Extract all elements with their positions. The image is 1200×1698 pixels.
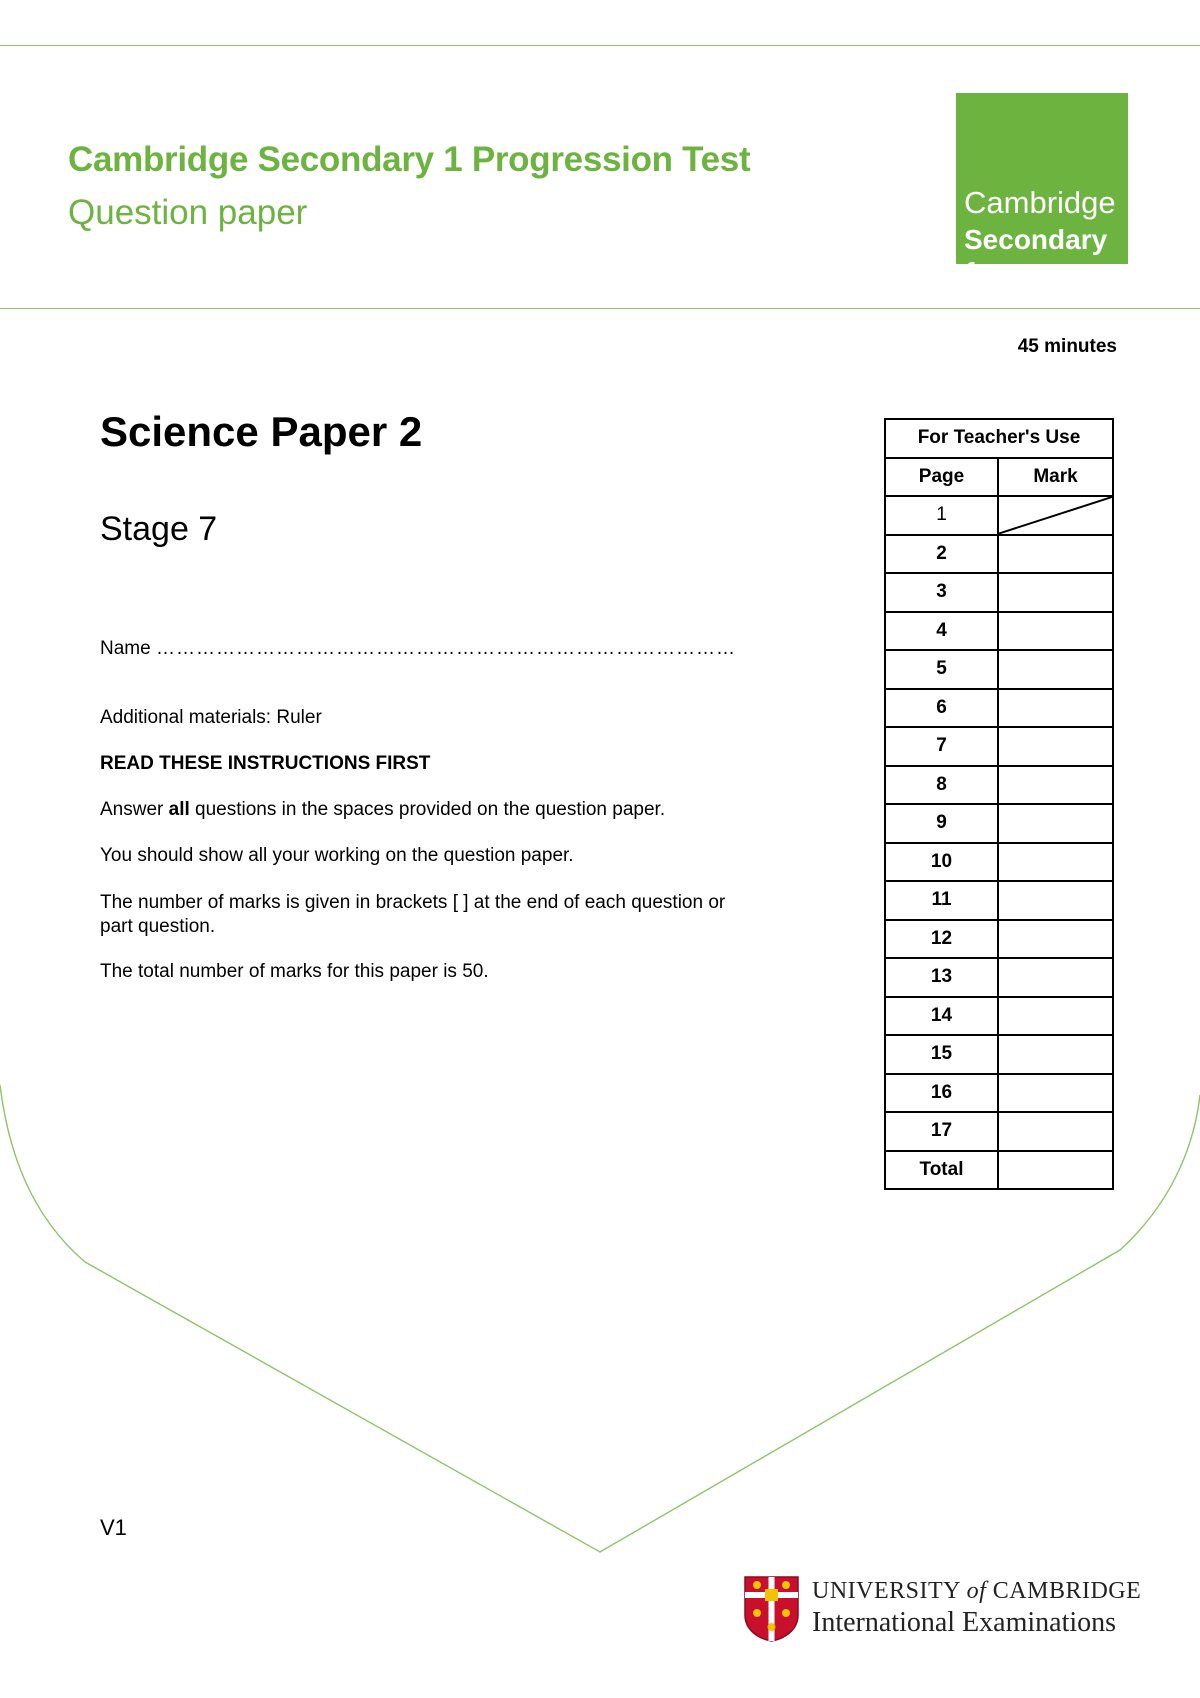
univ-word-of: of bbox=[966, 1578, 987, 1604]
mark-cell[interactable] bbox=[998, 920, 1113, 959]
stage: Stage 7 bbox=[100, 510, 218, 548]
mark-cell[interactable] bbox=[998, 535, 1113, 574]
diagonal-slash bbox=[999, 497, 1112, 534]
mark-cell[interactable] bbox=[998, 1074, 1113, 1113]
table-row bbox=[885, 1074, 1113, 1113]
table-row bbox=[885, 1035, 1113, 1074]
table-row bbox=[885, 997, 1113, 1036]
table-row bbox=[885, 727, 1113, 766]
mark-cell bbox=[998, 496, 1113, 535]
table-row bbox=[885, 804, 1113, 843]
table-row bbox=[885, 650, 1113, 689]
duration: 45 minutes bbox=[1017, 336, 1117, 357]
instruction-4: The total number of marks for this paper is 50. bbox=[100, 961, 489, 982]
page-number-cell: 1 bbox=[885, 496, 998, 535]
page-number-cell: 16 bbox=[885, 1074, 998, 1113]
table-row bbox=[885, 612, 1113, 651]
page-number-cell: 7 bbox=[885, 727, 998, 766]
brand-subtitle: Question paper bbox=[68, 193, 308, 232]
instruction-1 bbox=[100, 798, 665, 822]
instruction-2: You should show all your working on the question paper. bbox=[100, 845, 574, 866]
header-mark: Mark bbox=[998, 458, 1113, 497]
teachers-use-table bbox=[884, 418, 1114, 1190]
mark-cell[interactable] bbox=[998, 766, 1113, 805]
cambridge-crest-icon bbox=[743, 1575, 800, 1643]
univ-word-university: UNIVERSITY bbox=[812, 1578, 961, 1604]
logo-line-2: Secondary 1 bbox=[964, 224, 1108, 287]
marks-body bbox=[885, 496, 1113, 1189]
instruction-3: The number of marks is given in brackets [ ] at the end of each question or part question. bbox=[100, 892, 726, 937]
cambridge-secondary-logo bbox=[956, 93, 1128, 287]
university-line-2: International Examinations bbox=[812, 1607, 1117, 1638]
mark-cell[interactable] bbox=[998, 997, 1113, 1036]
top-rule bbox=[0, 45, 1200, 46]
mark-cell[interactable] bbox=[998, 650, 1113, 689]
table-row bbox=[885, 573, 1113, 612]
brand-title: Cambridge Secondary 1 Progression Test bbox=[68, 140, 751, 179]
mark-cell[interactable] bbox=[998, 573, 1113, 612]
header-page: Page bbox=[885, 458, 998, 497]
table-caption: For Teacher's Use bbox=[885, 419, 1113, 458]
instructions-heading: READ THESE INSTRUCTIONS FIRST bbox=[100, 753, 431, 774]
mark-cell[interactable] bbox=[998, 1035, 1113, 1074]
page-number-cell: 13 bbox=[885, 958, 998, 997]
page-number-cell: 6 bbox=[885, 689, 998, 728]
version: V1 bbox=[100, 1515, 127, 1540]
table-row bbox=[885, 535, 1113, 574]
name-line bbox=[100, 637, 736, 661]
page-number-cell: 4 bbox=[885, 612, 998, 651]
page-number-cell: 8 bbox=[885, 766, 998, 805]
table-row bbox=[885, 881, 1113, 920]
page-number-cell: 12 bbox=[885, 920, 998, 959]
instruction-1-pre: Answer bbox=[100, 799, 169, 820]
name-dots: …………………………………………………………………………… bbox=[155, 638, 736, 659]
page-number-cell: 2 bbox=[885, 535, 998, 574]
total-mark-cell[interactable] bbox=[998, 1151, 1113, 1190]
university-line-1 bbox=[812, 1578, 1141, 1605]
mark-cell[interactable] bbox=[998, 958, 1113, 997]
table-row bbox=[885, 920, 1113, 959]
mark-cell[interactable] bbox=[998, 804, 1113, 843]
page-number-cell: 11 bbox=[885, 881, 998, 920]
name-label: Name bbox=[100, 638, 151, 659]
table-row bbox=[885, 1112, 1113, 1151]
page-number-cell: 3 bbox=[885, 573, 998, 612]
header-rule bbox=[0, 308, 1200, 309]
page-number-cell: 15 bbox=[885, 1035, 998, 1074]
total-label: Total bbox=[885, 1151, 998, 1190]
page-number-cell: 14 bbox=[885, 997, 998, 1036]
mark-cell[interactable] bbox=[998, 727, 1113, 766]
table-row bbox=[885, 843, 1113, 882]
additional-materials: Additional materials: Ruler bbox=[100, 707, 322, 728]
mark-cell[interactable] bbox=[998, 1112, 1113, 1151]
table-row bbox=[885, 496, 1113, 535]
mark-cell[interactable] bbox=[998, 843, 1113, 882]
table-row bbox=[885, 766, 1113, 805]
total-row bbox=[885, 1151, 1113, 1190]
paper-title: Science Paper 2 bbox=[100, 408, 423, 455]
instruction-1-bold: all bbox=[168, 799, 190, 820]
page-number-cell: 17 bbox=[885, 1112, 998, 1151]
university-wordmark bbox=[812, 1578, 1141, 1639]
page-number-cell: 5 bbox=[885, 650, 998, 689]
table-row bbox=[885, 958, 1113, 997]
page-number-cell: 10 bbox=[885, 843, 998, 882]
univ-word-cambridge: CAMBRIDGE bbox=[992, 1578, 1142, 1604]
page-number-cell: 9 bbox=[885, 804, 998, 843]
mark-cell[interactable] bbox=[998, 612, 1113, 651]
mark-cell[interactable] bbox=[998, 881, 1113, 920]
logo-line-1: Cambridge bbox=[964, 185, 1116, 220]
instruction-1-post: questions in the spaces provided on the question paper. bbox=[189, 799, 666, 820]
table-row bbox=[885, 689, 1113, 728]
mark-cell[interactable] bbox=[998, 689, 1113, 728]
